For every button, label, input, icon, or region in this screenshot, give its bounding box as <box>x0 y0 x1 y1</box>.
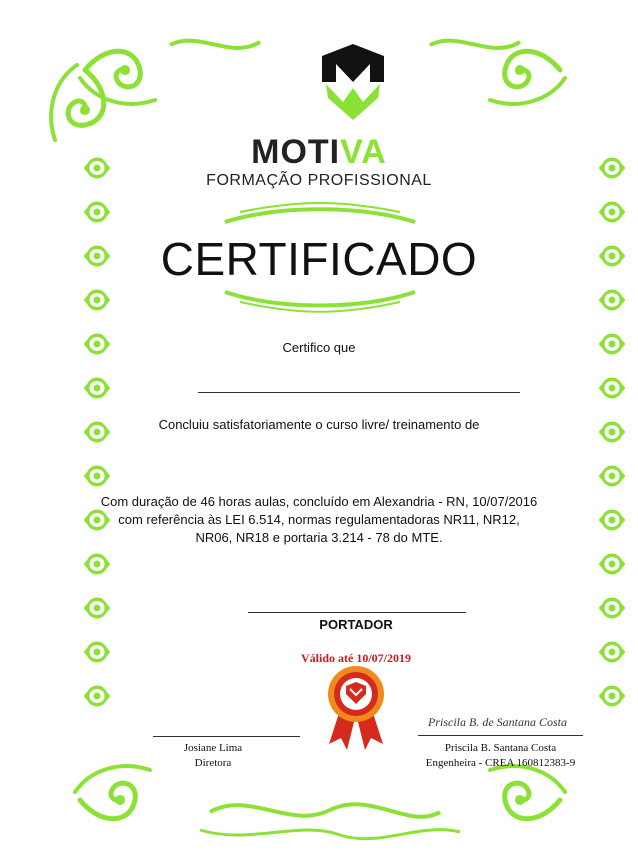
name-line <box>198 392 520 393</box>
right-signer-role: Engenheira - CREA 160812383-9 <box>425 757 576 769</box>
left-signer-name: Josiane Lima <box>183 742 243 754</box>
details-line-2: com referência às LEI 6.514, normas regulamentadoras NR11, NR12, <box>118 512 520 527</box>
left-signature-line <box>153 736 300 737</box>
certify-text: Certifico que <box>282 340 356 355</box>
left-signer-role: Diretora <box>194 757 232 769</box>
right-signature-script: Priscila B. de Santana Costa <box>428 715 567 729</box>
ribbon-seal-icon <box>321 662 391 752</box>
course-text: Concluiu satisfatoriamente o curso livre/ treinamento de <box>158 417 480 432</box>
certificate-title: CERTIFICADO <box>160 233 478 285</box>
validity-text: Válido até 10/07/2019 <box>301 651 411 665</box>
right-signature-line <box>418 735 583 736</box>
shield-m-logo-icon <box>318 42 388 122</box>
holder-label: PORTADOR <box>319 617 393 632</box>
right-signer-name: Priscila B. Santana Costa <box>444 742 557 754</box>
details-line-1: Com duração de 46 horas aulas, concluído em Alexandria - RN, 10/07/2016 <box>100 494 538 509</box>
details-line-3: NR06, NR18 e portaria 3.214 - 78 do MTE. <box>195 530 443 545</box>
brand-subtitle: FORMAÇÃO PROFISSIONAL <box>206 172 432 189</box>
holder-line <box>248 612 466 613</box>
brand-name: MOTIVA <box>251 133 387 171</box>
